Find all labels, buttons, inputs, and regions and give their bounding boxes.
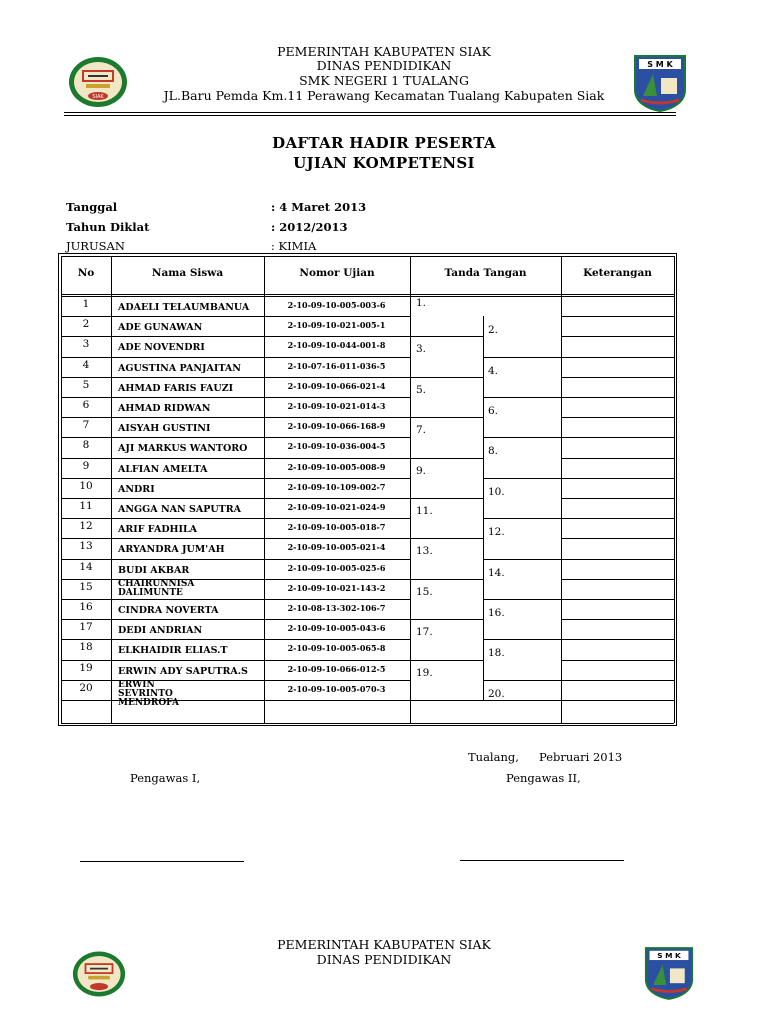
row-no: 2 [82, 318, 90, 331]
row-divider [61, 700, 410, 701]
row-signature-slot: 8. [488, 445, 499, 458]
pengawas-2-label: Pengawas II, [506, 771, 581, 785]
row-nomor-ujian: 2-10-07-16-011-036-5 [287, 360, 386, 371]
sig-divider [410, 660, 483, 661]
row-nama: ADAELI TELAUMBANUA [118, 302, 250, 313]
row-divider [61, 518, 410, 519]
column-divider [111, 256, 112, 723]
sig-divider [410, 579, 483, 580]
column-divider [561, 256, 562, 723]
row-divider [561, 538, 674, 539]
row-no: 10 [79, 479, 93, 492]
sig-divider [410, 336, 483, 337]
sig-divider [483, 680, 561, 681]
row-no: 1 [82, 298, 90, 310]
sig-divider [410, 498, 483, 499]
row-no: 9 [82, 459, 90, 472]
row-divider [61, 377, 410, 378]
row-divider [561, 680, 674, 681]
row-nomor-ujian: 2-10-09-10-021-005-1 [287, 320, 386, 331]
header-ket: Keterangan [583, 267, 652, 279]
table-border-right [674, 256, 675, 723]
sig-divider [483, 437, 561, 438]
row-divider [561, 599, 674, 600]
svg-text:S M K: S M K [657, 951, 681, 961]
row-divider [61, 417, 410, 418]
row-signature-slot: 16. [488, 607, 505, 619]
header-tanda: Tanda Tangan [444, 267, 527, 279]
row-signature-slot: 1. [416, 297, 427, 309]
row-signature-slot: 4. [488, 364, 499, 377]
row-divider [61, 336, 410, 337]
row-no: 13 [79, 540, 93, 553]
row-nomor-ujian: 2-10-09-10-021-024-9 [287, 502, 386, 512]
row-signature-slot: 14. [488, 566, 505, 579]
row-signature-slot: 19. [416, 666, 433, 679]
row-no: 12 [79, 520, 93, 533]
row-divider [61, 316, 410, 317]
row-no: 17 [79, 621, 93, 634]
row-nama: ARYANDRA JUM'AH [118, 544, 225, 556]
smk-logo [633, 54, 687, 112]
header-nomor: Nomor Ujian [299, 267, 375, 279]
sig-divider [483, 397, 561, 398]
jurusan-value: : KIMIA [271, 239, 317, 253]
row-nama: AHMAD FARIS FAUZI [118, 382, 234, 394]
row-nama: CHAIRUNNISA DALIMUNTE [118, 578, 195, 598]
row-signature-slot: 2. [488, 324, 499, 337]
tahun-value: : 2012/2013 [271, 220, 348, 234]
row-nomor-ujian: 2-10-09-10-005-065-8 [287, 643, 386, 654]
row-no: 6 [82, 399, 90, 411]
letterhead-separator [64, 112, 676, 113]
sig-divider [483, 518, 561, 519]
row-divider [561, 316, 674, 317]
row-divider [561, 700, 674, 701]
sig-divider [483, 559, 561, 560]
row-signature-slot: 20. [488, 687, 505, 700]
row-nomor-ujian: 2-10-09-10-021-014-3 [287, 401, 386, 411]
row-signature-slot: 9. [416, 464, 427, 477]
tanggal-value: : 4 Maret 2013 [271, 200, 367, 214]
row-signature-slot: 11. [416, 505, 433, 517]
pengawas-1-signature-line [80, 861, 244, 862]
row-nomor-ujian: 2-10-09-10-005-025-6 [287, 562, 386, 573]
row-nomor-ujian: 2-10-09-10-066-021-4 [287, 380, 386, 391]
footer-date: Pebruari 2013 [539, 750, 623, 764]
header-no: No [77, 267, 95, 279]
letterhead2-line2: DINAS PENDIDIKAN [316, 952, 452, 967]
sig-divider [410, 458, 483, 459]
row-signature-slot: 3. [416, 343, 427, 356]
row-divider [561, 377, 674, 378]
table-border-top [61, 256, 674, 257]
row-nama: BUDI AKBAR [118, 564, 190, 576]
letterhead-address: JL.Baru Pemda Km.11 Perawang Kecamatan Tualang Kabupaten Siak [163, 88, 605, 103]
sig-divider [483, 639, 561, 640]
sig-divider [410, 417, 483, 418]
smk-logo-text: S M K [647, 60, 673, 69]
row-nama: ANGGA NAN SAPUTRA [118, 504, 241, 515]
row-nama: DEDI ANDRIAN [118, 625, 203, 637]
document-title-line2: UJIAN KOMPETENSI [293, 154, 475, 172]
row-nomor-ujian: 2-10-09-10-044-001-8 [287, 340, 386, 351]
document-title-line1: DAFTAR HADIR PESERTA [272, 134, 496, 152]
smk-logo-2 [644, 946, 694, 1000]
jurusan-label: JURUSAN [66, 239, 125, 253]
row-divider [561, 639, 674, 640]
row-divider [561, 357, 674, 358]
letterhead-line1: PEMERINTAH KABUPATEN SIAK [277, 44, 491, 59]
row-nama: ALFIAN AMELTA [118, 463, 208, 475]
row-divider [561, 498, 674, 499]
header-divider [61, 294, 674, 295]
row-divider [561, 336, 674, 337]
letterhead-line3: SMK NEGERI 1 TUALANG [299, 73, 469, 88]
sig-divider [410, 538, 483, 539]
sig-divider [483, 357, 561, 358]
row-signature-slot: 15. [416, 585, 433, 598]
table-border-bottom [61, 723, 674, 724]
row-nomor-ujian: 2-10-09-10-005-003-6 [287, 300, 386, 310]
row-divider [61, 437, 410, 438]
row-nama: AHMAD RIDWAN [118, 403, 211, 414]
row-nomor-ujian: 2-10-09-10-005-070-3 [287, 683, 386, 694]
row-divider [61, 538, 410, 539]
row-no: 15 [79, 580, 93, 593]
row-nomor-ujian: 2-10-09-10-021-143-2 [287, 582, 386, 593]
row-divider [561, 660, 674, 661]
tahun-label: Tahun Diklat [66, 220, 150, 234]
row-divider [561, 579, 674, 580]
row-nama: ELKHAIDIR ELIAS.T [118, 645, 228, 657]
row-no: 14 [79, 560, 93, 573]
row-signature-slot: 7. [416, 424, 427, 437]
row-no: 5 [82, 378, 90, 391]
row-divider [561, 437, 674, 438]
row-nomor-ujian: 2-10-09-10-005-021-4 [287, 542, 386, 553]
row-nama: ARIF FADHILA [118, 524, 198, 536]
row-divider [561, 397, 674, 398]
attendance-table [61, 256, 674, 723]
row-no: 11 [79, 500, 93, 512]
row-divider [561, 458, 674, 459]
sig-mid-divider [483, 316, 484, 700]
row-signature-slot: 13. [416, 545, 433, 558]
row-divider [61, 579, 410, 580]
row-signature-slot: 17. [416, 626, 433, 639]
row-signature-slot: 5. [416, 383, 427, 396]
letterhead2-line1: PEMERINTAH KABUPATEN SIAK [277, 937, 491, 952]
row-nama: AJI MARKUS WANTORO [118, 443, 248, 455]
row-nama: ADE NOVENDRI [118, 342, 205, 354]
sig-divider [483, 700, 561, 701]
row-no: 8 [82, 439, 90, 452]
letterhead-line2: DINAS PENDIDIKAN [316, 58, 452, 73]
siak-logo-text: SIAK [92, 94, 104, 100]
row-no: 20 [79, 681, 93, 694]
pengawas-1-label: Pengawas I, [130, 771, 201, 785]
row-divider [61, 357, 410, 358]
row-signature-slot: 12. [488, 526, 505, 539]
row-nama: ERWIN ADY SAPUTRA.S [118, 665, 248, 677]
column-divider [410, 256, 411, 723]
row-nama: CINDRA NOVERTA [118, 605, 219, 616]
row-nomor-ujian: 2-10-08-13-302-106-7 [287, 603, 386, 613]
sig-divider [483, 599, 561, 600]
row-nomor-ujian: 2-10-09-10-066-012-5 [287, 663, 386, 674]
row-divider [61, 680, 410, 681]
row-signature-slot: 18. [488, 647, 505, 660]
row-divider [61, 458, 410, 459]
row-nama: ERWIN SEVRINTO MENDROFA [118, 679, 180, 708]
row-no: 19 [79, 661, 93, 674]
row-no: 4 [82, 358, 90, 371]
row-no: 18 [79, 641, 93, 654]
row-nomor-ujian: 2-10-09-10-109-002-7 [287, 481, 386, 492]
header-nama: Nama Siswa [151, 267, 224, 279]
row-divider [561, 518, 674, 519]
row-divider [561, 478, 674, 479]
row-nomor-ujian: 2-10-09-10-066-168-9 [287, 421, 386, 432]
row-divider [61, 397, 410, 398]
letterhead-separator-2 [64, 115, 676, 116]
sig-divider [410, 619, 483, 620]
row-divider [61, 498, 410, 499]
row-nama: AGUSTINA PANJAITAN [118, 362, 241, 374]
sig-divider [483, 478, 561, 479]
row-divider [61, 660, 410, 661]
row-nomor-ujian: 2-10-09-10-005-043-6 [287, 623, 386, 634]
row-divider [561, 559, 674, 560]
tanggal-label: Tanggal [66, 200, 118, 214]
row-nama: ADE GUNAWAN [118, 322, 203, 334]
row-nomor-ujian: 2-10-09-10-005-008-9 [287, 461, 386, 472]
row-divider [561, 619, 674, 620]
row-divider [61, 478, 410, 479]
row-nama: AISYAH GUSTINI [118, 423, 211, 435]
row-nomor-ujian: 2-10-09-10-005-018-7 [287, 522, 386, 533]
row-no: 3 [82, 338, 90, 351]
row-divider [561, 417, 674, 418]
row-signature-slot: 6. [488, 405, 499, 417]
pengawas-2-signature-line [460, 860, 624, 861]
row-nama: ANDRI [118, 483, 155, 495]
row-divider [61, 559, 410, 560]
header-divider-2 [61, 296, 674, 297]
sig-divider [410, 377, 483, 378]
row-divider [61, 599, 410, 600]
row-no: 7 [82, 419, 90, 432]
sig-divider [410, 700, 483, 701]
row-no: 16 [79, 601, 93, 613]
row-divider [61, 639, 410, 640]
row-nomor-ujian: 2-10-09-10-036-004-5 [287, 441, 386, 452]
row-signature-slot: 10. [488, 485, 505, 498]
row-divider [61, 619, 410, 620]
footer-place: Tualang, [468, 750, 519, 764]
